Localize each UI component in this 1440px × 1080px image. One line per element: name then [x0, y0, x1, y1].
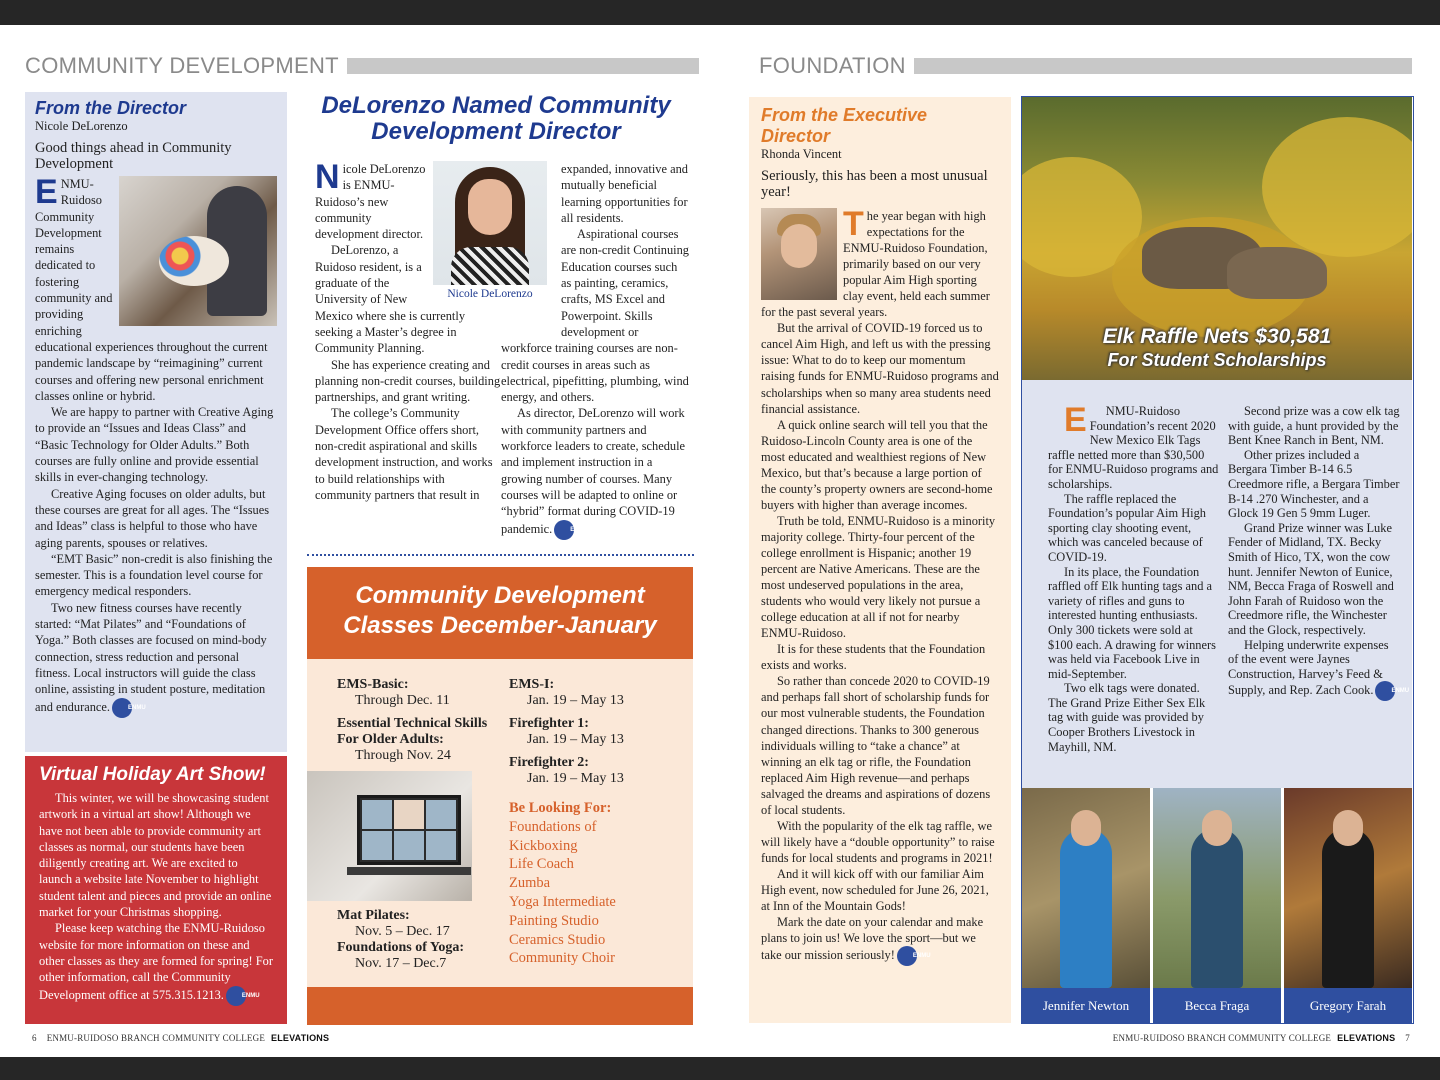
elk-paragraph: Two elk tags were donated. The Grand Prize Either Sex Elk tag with guide was provided by Cooper Brothers Livestock in Mayhill, NM.	[1048, 681, 1206, 754]
exec-paragraph: It is for these students that the Foundation exists and works.	[761, 642, 986, 673]
looking-for-heading: Be Looking For:	[509, 800, 612, 816]
class-item: Essential Technical Skills For Older Adults: Through Nov. 24	[337, 716, 488, 763]
list-item: Ceramics Studio	[509, 931, 606, 948]
article-paragraph: icole DeLorenzo is ENMU-Ruidoso’s new community development director.	[315, 162, 426, 242]
class-item: EMS-Basic: Through Dec. 11	[337, 677, 450, 708]
classes-box	[307, 567, 693, 1025]
elk-photo	[1022, 97, 1412, 380]
exec-heading: From the Executive Director	[761, 105, 928, 146]
portrait-caption: Nicole DeLorenzo	[447, 288, 533, 300]
list-item: Painting Studio	[509, 912, 599, 929]
class-item: Firefighter 1: Jan. 19 – May 13	[509, 716, 624, 747]
list-item: Life Coach	[509, 856, 574, 873]
elk-title	[1022, 325, 1412, 371]
director-byline: Nicole DeLorenzo	[35, 119, 128, 133]
exec-tagline: Seriously, this has been a most unusual year!	[761, 168, 988, 200]
director-paragraph: NMU-Ruidoso Community Development remains dedicated to fostering community and providing enriching educational experiences throughout the current pandemic landscape by “reimagining” current courses and offering new personal enrichment classes online or hybrid.	[35, 177, 268, 403]
footer-college: ENMU-RUIDOSO BRANCH COMMUNITY COLLEGE	[46, 1033, 266, 1043]
page-number: 7	[1405, 1033, 1410, 1043]
exec-dropcap: T	[843, 205, 864, 243]
nicole-delorenzo-portrait	[433, 161, 547, 285]
article-headline: DeLorenzo Named Community Development Director	[321, 92, 671, 145]
elk-article-body	[1022, 380, 1412, 788]
director-paragraph: We are happy to partner with Creative Aging to provide an “Issues and Ideas Class” and “Basic Technology for Older Adults.” Both courses are fully online and provide essential skills in ever-changing technology.	[35, 405, 274, 485]
footer-publication: ELEVATIONS	[271, 1033, 330, 1043]
dotted-divider	[307, 554, 694, 556]
elk-column-1	[1048, 401, 1220, 754]
article-paragraph: DeLorenzo, a Ruidoso resident, is a graduate of the University of New Mexico where she is currently seeking a Master’s degree in Community Planning.	[315, 243, 466, 356]
elk-paragraph: The raffle replaced the Foundation’s popular Aim High sporting clay shooting event, which was canceled because of COVID-19.	[1048, 491, 1206, 564]
exec-byline: Rhonda Vincent	[761, 147, 842, 161]
art-show-paragraph: Please keep watching the ENMU-Ruidoso website for more information on these and other classes as they are formed for spring! For other information, call the Community Development office at 575.315.1213.	[39, 921, 273, 1002]
elk-paragraph: In its place, the Foundation raffled off Elk hunting tags and a variety of rifles and guns to interested hunting enthusiasts. Only 300 tickets were sold at $100 each. A drawing for winners was held via Facebook Live in mid-September.	[1048, 564, 1216, 681]
winner-photo	[1153, 788, 1281, 1023]
winner-caption: Gregory Farah	[1284, 988, 1412, 1023]
exec-body	[761, 205, 999, 966]
exec-paragraph: Truth be told, ENMU-Ruidoso is a minority majority college. Thirty-four percent of the college enrollment is Hispanic; another 19 percent are Native Americans. These are the most undeserved populations in the area, students who would very likely not pursue a college education at all if not for nearby ENMU-Ruidoso.	[761, 513, 996, 641]
page-number: 6	[32, 1033, 37, 1043]
enmu-logo-icon: ENMU	[554, 520, 574, 540]
elk-raffle-panel	[1021, 96, 1414, 1024]
exec-paragraph: So rather than concede 2020 to COVID-19 and perhaps fall short of scholarship funds for our most vulnerable students, the Foundation changed directions. Thanks to 300 generous individuals willing to “take a chance” at winning an elk tag or rifle, the Foundation replaced Aim High revenue—and perhaps salvaged the dreams and aspirations of dozens of local students.	[761, 674, 991, 817]
section-title-community-development	[25, 53, 699, 79]
art-show-heading: Virtual Holiday Art Show!	[39, 764, 266, 785]
winner-photo	[1284, 788, 1412, 1023]
article-paragraph: Aspirational courses are non-credit Continuing Education courses such as painting, ceramics, crafts, MS Excel and Powerpoint. Skills development or workforce training courses are non-credit courses in areas such as electrical, pipefitting, plumbing, wind energy, and others.	[501, 227, 690, 405]
list-item: Zumba	[509, 875, 551, 892]
elk-dropcap: E	[1064, 401, 1087, 439]
art-show-body	[39, 790, 273, 1006]
director-paragraph: Creative Aging focuses on older adults, but these courses are great for all ages. The “Issues and Ideas” class is helpful to those who have aging parents, spouses or relatives.	[35, 486, 270, 550]
page-footer-right	[1113, 1033, 1420, 1043]
article-paragraph: expanded, innovative and mutually beneficial learning opportunities for all residents.	[561, 162, 688, 225]
director-paragraph: Two new fitness courses have recently started: “Mat Pilates” and “Foundations of Yoga.” Both classes are focused on mind-body connection, stress reduction and personal fitness. Local instructors will guide the class online, assisting in student posture, meditation and endurance.	[35, 600, 267, 714]
footer-college: ENMU-RUIDOSO BRANCH COMMUNITY COLLEGE	[1112, 1033, 1332, 1043]
elk-paragraph: NMU-Ruidoso Foundation’s recent 2020 New Mexico Elk Tags raffle netted more than $30,500 for ENMU-Ruidoso programs and scholarships.	[1048, 404, 1219, 491]
enmu-logo-icon: ENMU	[226, 986, 246, 1006]
elk-column-2	[1228, 404, 1410, 701]
rhonda-vincent-photo	[761, 208, 837, 300]
exec-paragraph: And it will kick off with our familiar Aim High event, now scheduled for June 26, 2021, at Inn of the Mountain Gods!	[761, 866, 989, 914]
class-item: EMS-I: Jan. 19 – May 13	[509, 677, 624, 708]
article-paragraph: She has experience creating and planning non-credit courses, building partnerships, and grant writing.	[315, 357, 501, 405]
section-title-bar	[347, 58, 699, 74]
director-heading: From the Director	[35, 98, 187, 118]
director-dropcap: E	[35, 173, 58, 211]
exec-paragraph: Mark the date on your calendar and make plans to join us! We love the sport—but we take our mission seriously!	[761, 915, 984, 962]
exec-paragraph: A quick online search will tell you that the Ruidoso-Lincoln County area is one of the most educated and wealthiest regions of New Mexico, but that’s because a large portion of the county’s property owners are second-home buyers with higher than average incomes.	[761, 417, 993, 512]
section-title-bar	[914, 58, 1412, 74]
winner-caption: Becca Fraga	[1153, 988, 1281, 1023]
viewer-top-bar	[0, 0, 1440, 25]
elk-title-line: For Student Scholarships	[1107, 350, 1327, 370]
delorenzo-article	[315, 158, 693, 543]
director-body	[35, 173, 277, 718]
winner-photo	[1022, 788, 1150, 1023]
enmu-logo-icon: ENMU	[112, 698, 132, 718]
elk-paragraph: Helping underwrite expenses of the event were Jaynes Construction, Harvey’s Feed & Supply, and Rep. Zach Cook.	[1228, 637, 1389, 698]
section-title-text: COMMUNITY DEVELOPMENT	[25, 53, 339, 78]
class-item: Firefighter 2: Jan. 19 – May 13	[509, 755, 624, 786]
exec-paragraph: But the arrival of COVID-19 forced us to cancel Aim High, and left us with the pressing issue: What to do to keep our momentum raising funds for ENMU-Ruidoso programs and scholarships when so many area students need financial assistance.	[761, 321, 999, 416]
exec-paragraph: he year began with high expectations for the ENMU-Ruidoso Foundation, primarily based on our very popular Aim High sporting clay event, held each summer for the past several years.	[761, 209, 990, 320]
list-item: Yoga Intermediate	[509, 893, 616, 910]
classes-heading-line: Community Development	[355, 582, 645, 609]
virtual-art-show-box	[25, 756, 287, 1024]
elk-paragraph: Second prize was a cow elk tag with guide, a hunt provided by the Bent Knee Ranch in Bent, NM.	[1228, 404, 1400, 448]
exec-paragraph: With the popularity of the elk tag raffle, we will likely have a “double opportunity” to raise funds for local students and programs in 2021!	[761, 818, 995, 865]
left-page	[0, 25, 720, 1057]
winners-photo-row	[1022, 788, 1412, 1023]
looking-for-list	[509, 799, 616, 968]
from-the-executive-director-box	[749, 97, 1011, 1023]
classes-footer-band	[307, 987, 693, 1025]
enmu-logo-icon: ENMU	[897, 946, 917, 966]
article-paragraph: As director, DeLorenzo will work with community partners and workforce leaders to create, schedule and implement instruction in a growing number of courses. Many courses will be adapted to online or “hybrid” format during COVID-19 pandemic.	[501, 406, 686, 536]
list-item: Community Choir	[509, 950, 615, 967]
page-footer-left	[22, 1033, 329, 1043]
art-show-paragraph: This winter, we will be showcasing student artwork in a virtual art show! Although we have not been able to provide community art classes as normal, our students have been diligently creating art. We are excited to launch a website late November to highlight student talent and pieces and provide an online market for your Christmas shopping.	[39, 791, 272, 920]
elk-paragraph: Grand Prize winner was Luke Fender of Midland, TX. Becky Smith of Hico, TX, won the cow hunt. Jennifer Newton of Eunice, NM, Becca Fraga of Roswell and John Farah of Ruidoso won the Creedmore rifle, the Winchester and the Glock, respectively.	[1228, 520, 1394, 637]
section-title-foundation	[759, 53, 1412, 79]
director-tagline: Good things ahead in Community Development	[35, 140, 232, 172]
winner-caption: Jennifer Newton	[1022, 988, 1150, 1023]
video-call-laptop-photo	[307, 771, 472, 901]
viewer-bottom-bar	[0, 1057, 1440, 1080]
classes-heading-line: Classes December-January	[343, 612, 657, 639]
classes-heading	[307, 567, 693, 659]
article-dropcap: N	[315, 158, 340, 196]
list-item: Foundations of	[509, 818, 597, 835]
footer-publication: ELEVATIONS	[1337, 1033, 1396, 1043]
elk-title-line: Elk Raffle Nets $30,581	[1102, 325, 1332, 348]
article-paragraph: The college’s Community Development Office offers short, non-credit aspirational and skills development instruction, and works to build relationships with community partners that result in	[315, 406, 493, 502]
elk-paragraph: Other prizes included a Bergara Timber B-14 6.5 Creedmore rifle, a Bergara Timber B-14 .270 Winchester, and a Glock 19 Gen 5 9mm Luger.	[1228, 447, 1400, 521]
painting-class-photo	[119, 176, 277, 326]
class-item: Foundations of Yoga: Nov. 17 – Dec.7	[337, 940, 465, 971]
from-the-director-box	[25, 92, 287, 752]
list-item: Kickboxing	[509, 837, 578, 854]
right-page	[720, 25, 1440, 1057]
class-item: Mat Pilates: Nov. 5 – Dec. 17	[337, 908, 450, 939]
director-paragraph: “EMT Basic” non-credit is also finishing the semester. This is a foundation level course for emergency medical responders.	[35, 551, 273, 599]
section-title-text: FOUNDATION	[759, 53, 906, 78]
enmu-logo-icon: ENMU	[1375, 681, 1395, 701]
